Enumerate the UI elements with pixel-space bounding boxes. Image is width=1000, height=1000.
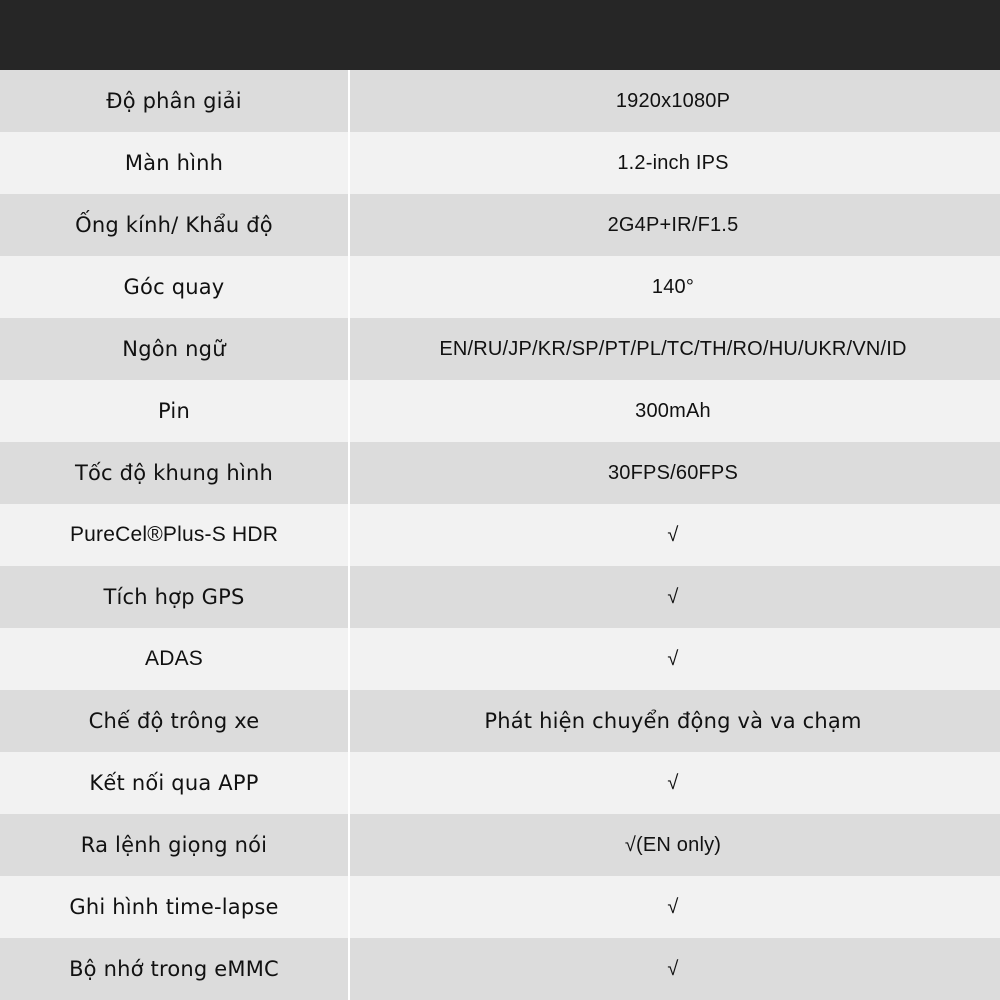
- table-row: [0, 814, 1000, 876]
- table-row: [0, 442, 1000, 504]
- spec-value: 300mAh: [635, 399, 711, 422]
- spec-label: Pin: [0, 380, 350, 442]
- spec-label: Màn hình: [0, 132, 350, 194]
- table-row: [0, 380, 1000, 442]
- spec-value: √: [667, 895, 679, 918]
- spec-value: 1.2-inch IPS: [617, 151, 729, 174]
- table-row: [0, 70, 1000, 132]
- table-row: [0, 132, 1000, 194]
- spec-label: Tốc độ khung hình: [0, 442, 350, 504]
- table-row: [0, 752, 1000, 814]
- spec-label: Góc quay: [0, 256, 350, 318]
- spec-value: 2G4P+IR/F1.5: [607, 213, 739, 236]
- spec-value: √(EN only): [624, 833, 722, 856]
- spec-label: Chế độ trông xe: [0, 690, 350, 752]
- spec-value: 140°: [651, 275, 695, 298]
- spec-label: Bộ nhớ trong eMMC: [0, 938, 350, 1000]
- spec-label: Ra lệnh giọng nói: [0, 814, 350, 876]
- table-row: [0, 256, 1000, 318]
- header-bar: [0, 0, 1000, 70]
- spec-table: [0, 70, 1000, 1000]
- spec-value: √: [667, 771, 679, 794]
- table-row: [0, 628, 1000, 690]
- spec-label: Tích hợp GPS: [0, 566, 350, 628]
- spec-value: EN/RU/JP/KR/SP/PT/PL/TC/TH/RO/HU/UKR/VN/ID: [439, 337, 907, 360]
- table-row: [0, 690, 1000, 752]
- table-row: [0, 194, 1000, 256]
- spec-value: Phát hiện chuyển động và va chạm: [484, 709, 862, 733]
- spec-value: 30FPS/60FPS: [607, 461, 739, 484]
- table-row: [0, 504, 1000, 566]
- spec-label: ADAS: [0, 628, 350, 690]
- table-row: [0, 876, 1000, 938]
- spec-label: Kết nối qua APP: [0, 752, 350, 814]
- spec-value: √: [667, 523, 679, 546]
- table-row: [0, 566, 1000, 628]
- spec-value: 1920x1080P: [615, 89, 731, 112]
- spec-label: Ống kính/ Khẩu độ: [0, 194, 350, 256]
- table-row: [0, 938, 1000, 1000]
- spec-value: √: [667, 647, 679, 670]
- spec-value: √: [667, 585, 679, 608]
- table-row: [0, 318, 1000, 380]
- spec-label: Ngôn ngữ: [0, 318, 350, 380]
- spec-label: PureCel®Plus-S HDR: [0, 504, 350, 566]
- spec-label: Độ phân giải: [0, 70, 350, 132]
- spec-label: Ghi hình time-lapse: [0, 876, 350, 938]
- spec-value: √: [667, 957, 679, 980]
